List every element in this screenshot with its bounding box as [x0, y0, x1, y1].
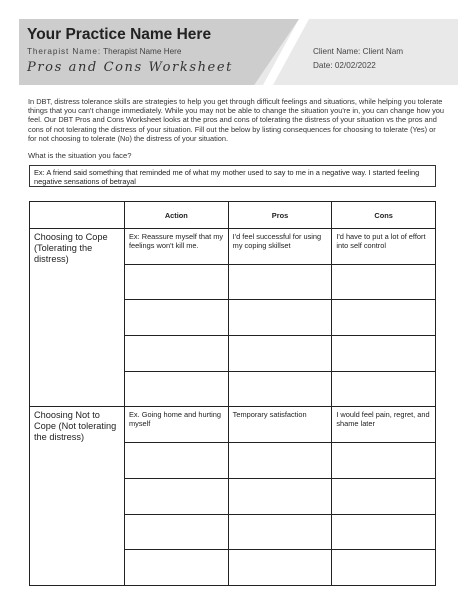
pros-cell[interactable]	[228, 371, 332, 407]
pros-cell[interactable]	[228, 264, 332, 300]
header-cell-pros: Pros	[228, 202, 332, 229]
cons-cell[interactable]	[332, 264, 436, 300]
action-cell[interactable]	[125, 336, 229, 372]
therapist-line	[27, 47, 181, 56]
cons-cell[interactable]	[332, 371, 436, 407]
date-label: Date:	[313, 61, 333, 70]
therapist-label: Therapist Name:	[27, 47, 102, 56]
action-cell[interactable]: Ex: Reassure myself that my feelings won't kill me.	[125, 229, 229, 265]
group-label-cope: Choosing to Cope (Tolerating the distress)	[30, 229, 125, 407]
cons-cell[interactable]	[332, 550, 436, 586]
action-cell[interactable]	[125, 300, 229, 336]
pros-cell[interactable]	[228, 514, 332, 550]
cons-cell[interactable]: I would feel pain, regret, and shame later	[332, 407, 436, 443]
action-cell[interactable]	[125, 371, 229, 407]
action-cell[interactable]	[125, 443, 229, 479]
action-cell[interactable]	[125, 478, 229, 514]
pros-cell[interactable]	[228, 550, 332, 586]
cons-cell[interactable]	[332, 443, 436, 479]
therapist-value[interactable]: Therapist Name Here	[103, 47, 182, 56]
action-cell[interactable]	[125, 514, 229, 550]
worksheet-title: Pros and Cons Worksheet	[27, 60, 233, 75]
pros-cell[interactable]: I'd feel successful for using my coping skillset	[228, 229, 332, 265]
cons-cell[interactable]: I'd have to put a lot of effort into self control	[332, 229, 436, 265]
group-label-not-cope: Choosing Not to Cope (Not tolerating the distress)	[30, 407, 125, 585]
table-row	[30, 407, 436, 443]
cons-cell[interactable]	[332, 478, 436, 514]
action-cell[interactable]	[125, 550, 229, 586]
pros-cell[interactable]	[228, 300, 332, 336]
pros-cell[interactable]	[228, 478, 332, 514]
header-cell-action: Action	[125, 202, 229, 229]
pros-cell[interactable]	[228, 336, 332, 372]
situation-field[interactable]: Ex: A friend said something that reminded me of what my mother used to say to me in a negative way. I started feeling negative sensations of betrayal	[29, 165, 436, 187]
action-cell[interactable]: Ex. Going home and hurting myself	[125, 407, 229, 443]
practice-name: Your Practice Name Here	[27, 26, 212, 43]
pros-cell[interactable]	[228, 443, 332, 479]
client-name-line	[313, 47, 403, 56]
situation-question: What is the situation you face?	[28, 151, 132, 160]
intro-paragraph: In DBT, distress tolerance skills are strategies to help you get through difficult feelings and situations, while helping you tolerate things that you can't change immediately. While you may not be able to change the situation you're in, you can change how you feel. Our DBT Pros and Cons Worksheet looks at the pros and cons of tolerating the distress of your situation vs the pros and cons of not tolerating the distress of your situation. Fill out the below by listing consequences for choosing to tolerate (Yes) or for not choosing to tolerate (No) the distress of your situation.	[28, 97, 444, 143]
client-name-value[interactable]: Client Nam	[362, 47, 404, 56]
pros-cell[interactable]: Temporary satisfaction	[228, 407, 332, 443]
table-row	[30, 229, 436, 265]
table-header-row	[30, 202, 436, 229]
cons-cell[interactable]	[332, 300, 436, 336]
client-name-label: Client Name:	[313, 47, 361, 56]
pros-cons-table	[29, 201, 436, 586]
cons-cell[interactable]	[332, 336, 436, 372]
header-cell-blank	[30, 202, 125, 229]
header-cell-cons: Cons	[332, 202, 436, 229]
action-cell[interactable]	[125, 264, 229, 300]
date-value[interactable]: 02/02/2022	[334, 61, 376, 70]
date-line	[313, 61, 376, 70]
cons-cell[interactable]	[332, 514, 436, 550]
